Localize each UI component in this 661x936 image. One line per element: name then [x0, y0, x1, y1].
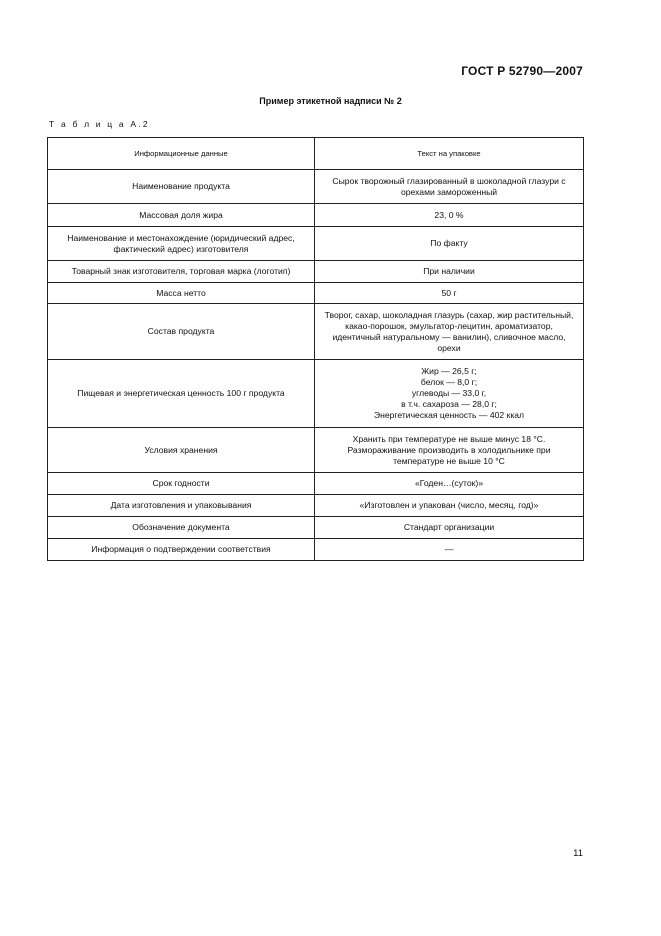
header-info-data: Информационные данные	[48, 138, 315, 170]
table-row	[48, 360, 584, 428]
table-row	[48, 495, 584, 517]
page-number: 11	[573, 848, 583, 859]
row-label: Товарный знак изготовителя, торговая марка (логотип)	[48, 261, 315, 283]
nutrition-line: Энергетическая ценность — 402 ккал	[373, 410, 525, 420]
row-value: Творог, сахар, шоколадная глазурь (сахар, жир растительный, какао-порошок, эмульгатор-лецитин, ароматизатор, идентичный натуральному — ванилин), сливочное масло, орехи	[315, 304, 584, 360]
row-label: Информация о подтверждении соответствия	[48, 539, 315, 561]
row-value: При наличии	[315, 261, 584, 283]
nutrition-line: Жир — 26,5 г;	[421, 366, 477, 376]
document-code: ГОСТ Р 52790—2007	[461, 64, 583, 78]
nutrition-line: белок — 8,0 г;	[420, 377, 478, 387]
row-label: Состав продукта	[48, 304, 315, 360]
row-value: 50 г	[315, 283, 584, 304]
row-label: Условия хранения	[48, 428, 315, 473]
table-caption: Т а б л и ц а А.2	[49, 119, 150, 129]
table-row	[48, 428, 584, 473]
nutrition-line: в т.ч. сахароза — 28,0 г;	[401, 399, 497, 409]
row-value: Стандарт организации	[315, 517, 584, 539]
nutrition-line: углеводы — 33,0 г,	[411, 388, 487, 398]
row-value: «Годен…(суток)»	[315, 473, 584, 495]
table-row	[48, 204, 584, 227]
row-value: Сырок творожный глазированный в шоколадной глазури с орехами замороженный	[315, 170, 584, 204]
row-label: Наименование продукта	[48, 170, 315, 204]
row-label: Масса нетто	[48, 283, 315, 304]
label-table	[47, 137, 584, 561]
header-package-text: Текст на упаковке	[315, 138, 584, 170]
row-label: Срок годности	[48, 473, 315, 495]
table-row	[48, 261, 584, 283]
table-header-row	[48, 138, 584, 170]
table-row	[48, 517, 584, 539]
row-value-nutrition	[315, 360, 584, 428]
table-row	[48, 227, 584, 261]
example-title: Пример этикетной надписи № 2	[259, 96, 402, 106]
row-value: Хранить при температуре не выше минус 18 °С. Размораживание производить в холодильнике при температуре не выше 10 °С	[315, 428, 584, 473]
table-row	[48, 539, 584, 561]
row-value: По факту	[315, 227, 584, 261]
row-label: Обозначение документа	[48, 517, 315, 539]
row-value: 23, 0 %	[315, 204, 584, 227]
row-label: Пищевая и энергетическая ценность 100 г продукта	[48, 360, 315, 428]
row-label: Наименование и местонахождение (юридический адрес, фактический адрес) изготовителя	[48, 227, 315, 261]
table-row	[48, 473, 584, 495]
row-value: «Изготовлен и упакован (число, месяц, год)»	[315, 495, 584, 517]
row-label: Дата изготовления и упаковывания	[48, 495, 315, 517]
table-row	[48, 170, 584, 204]
table-row	[48, 304, 584, 360]
row-value: —	[315, 539, 584, 561]
row-label: Массовая доля жира	[48, 204, 315, 227]
table-row	[48, 283, 584, 304]
